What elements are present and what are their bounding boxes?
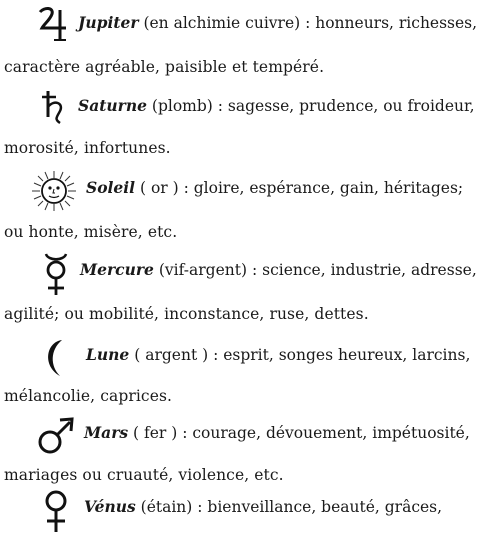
entry-name: Jupiter [78, 13, 139, 32]
entry-name: Vénus [84, 497, 136, 516]
entry-description: (plomb) : sagesse, prudence, ou froideur, [146, 97, 475, 115]
entry-continuation: morosité, infortunes. [4, 139, 171, 157]
sun-face-icon [30, 169, 78, 213]
moon-crescent-icon [36, 336, 76, 380]
venus-symbol-icon [36, 488, 76, 536]
entry-continuation: agilité; ou mobilité, inconstance, ruse, dettes. [4, 305, 369, 323]
entry-name: Saturne [78, 96, 147, 115]
entry-description: (en alchimie cuivre) : honneurs, richesses, [138, 14, 478, 32]
entry-description: ( argent ) : esprit, songes heureux, larcins, [129, 346, 471, 364]
jupiter-symbol-icon [34, 4, 74, 44]
entry-continuation: mélancolie, caprices. [4, 387, 173, 405]
entry-description: ( or ) : gloire, espérance, gain, héritages; [135, 179, 464, 197]
entry-name: Mercure [80, 260, 154, 279]
entry-description: (étain) : bienveillance, beauté, grâces, [135, 498, 443, 516]
entry-continuation: caractère agréable, paisible et tempéré. [4, 58, 325, 76]
entry-name: Mars [84, 423, 129, 442]
mercury-symbol-icon [36, 251, 76, 301]
saturn-symbol-icon [34, 87, 74, 127]
entry-name: Soleil [86, 178, 136, 197]
entry-description: (vif-argent) : science, industrie, adresse, [153, 261, 477, 279]
entry-name: Lune [86, 345, 130, 364]
entry-continuation: ou honte, misère, etc. [4, 223, 178, 241]
entry-continuation: mariages ou cruauté, violence, etc. [4, 466, 284, 484]
mars-symbol-icon [34, 414, 78, 458]
entry-description: ( fer ) : courage, dévouement, impétuosité, [128, 424, 470, 442]
